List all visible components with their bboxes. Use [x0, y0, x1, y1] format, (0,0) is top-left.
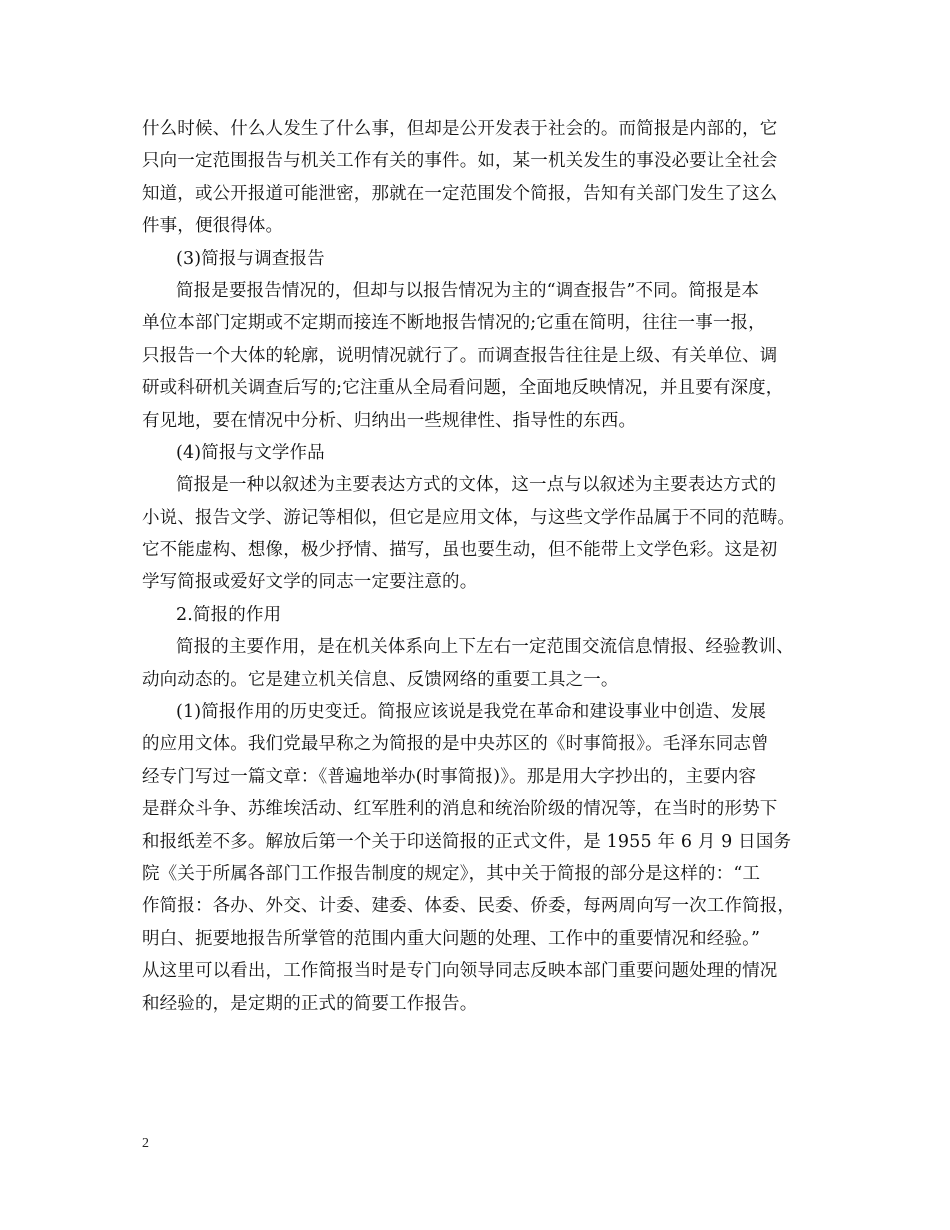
text-line: 简报是一种以叙述为主要表达方式的文体，这一点与以叙述为主要表达方式的: [176, 475, 777, 496]
text-line: 经专门写过一篇文章：《普遍地举办(时事简报)》。那是用大字抄出的，主要内容: [142, 766, 757, 787]
document-body: [142, 113, 832, 1020]
text-line: 简报是要报告情况的，但却与以报告情况为主的“调查报告”不同。简报是本: [176, 280, 759, 301]
text-line: 作简报：各办、外交、计委、建委、体委、民委、侨委，每两周向写一次工作简报，: [142, 896, 796, 917]
text-line: 有见地，要在情况中分析、归纳出一些规律性、指导性的东西。: [142, 410, 637, 431]
text-line: 只向一定范围报告与机关工作有关的事件。如，某一机关发生的事没必要让全社会: [142, 151, 778, 172]
text-line: 什么时候、什么人发生了什么事，但却是公开发表于社会的。而简报是内部的，它: [142, 119, 778, 139]
text-line: (1)简报作用的历史变迁。简报应该说是我党在革命和建设事业中创造、发展: [176, 702, 767, 723]
text-line: 2.简报的作用: [176, 604, 282, 625]
text-line: 单位本部门定期或不定期而接连不断地报告情况的;它重在简明，往往一事一报，: [142, 313, 766, 334]
page-number: 2: [142, 1136, 149, 1151]
text-line: 动向动态的。它是建立机关信息、反馈网络的重要工具之一。: [142, 669, 619, 690]
text-line: 和经验的，是定期的正式的简要工作报告。: [142, 993, 478, 1014]
text-line: 和报纸差不多。解放后第一个关于印送简报的正式文件，是 1955 年 6 月 9 日国务: [142, 831, 792, 852]
text-line: 学写简报或爱好文学的同志一定要注意的。: [142, 572, 478, 593]
text-line: 只报告一个大体的轮廓，说明情况就行了。而调查报告往往是上级、有关单位、调: [142, 345, 778, 366]
text-line: 小说、报告文学、游记等相似，但它是应用文体，与这些文学作品属于不同的范畴。: [142, 507, 796, 528]
text-line: 明白、扼要地报告所掌管的范围内重大问题的处理、工作中的重要情况和经验。”: [142, 928, 761, 949]
text-line: 件事，便很得体。: [142, 216, 284, 237]
text-line: 它不能虚构、想像，极少抒情、描写，虽也要生动，但不能带上文学色彩。这是初: [142, 540, 778, 561]
text-line: 院《关于所属各部门工作报告制度的规定》，其中关于简报的部分是这样的：“工: [142, 863, 761, 884]
text-line: (4)简报与文学作品: [176, 442, 325, 463]
text-line: 从这里可以看出，工作简报当时是专门向领导同志反映本部门重要问题处理的情况: [142, 961, 778, 982]
text-line: (3)简报与调查报告: [176, 248, 325, 269]
text-line: 是群众斗争、苏维埃活动、红军胜利的消息和统治阶级的情况等，在当时的形势下: [142, 799, 778, 820]
text-line: 的应用文体。我们党最早称之为简报的是中央苏区的《时事简报》。毛泽东同志曾: [142, 734, 769, 755]
text-line: 研或科研机关调查后写的;它注重从全局看问题，全面地反映情况，并且要有深度，: [142, 378, 784, 399]
text-line: 知道，或公开报道可能泄密，那就在一定范围发个简报，告知有关部门发生了这么: [142, 183, 778, 204]
text-line: 简报的主要作用，是在机关体系向上下左右一定范围交流信息情报、经验教训、: [176, 637, 794, 658]
